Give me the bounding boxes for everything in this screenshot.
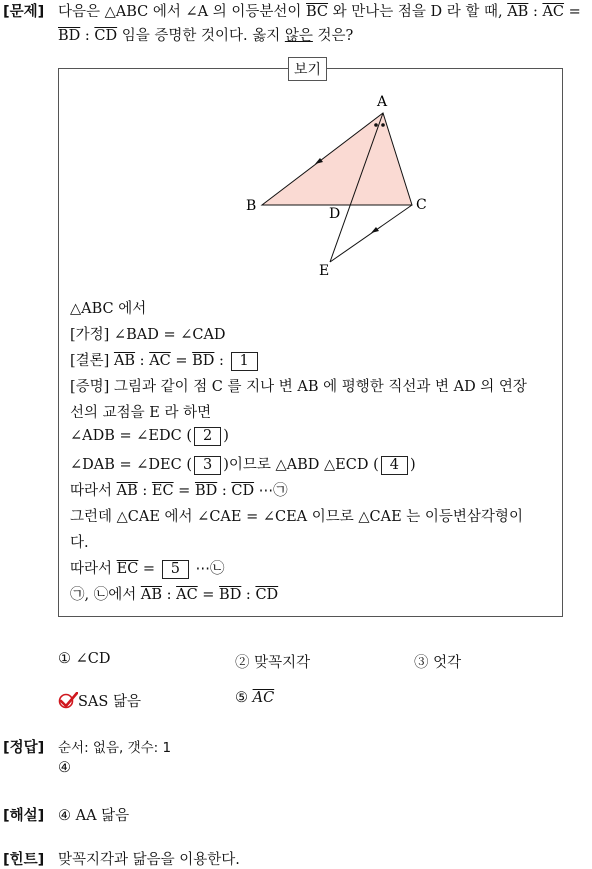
proof-line-1: △ABC 에서 <box>70 301 147 317</box>
explanation-tag: [해설] <box>3 808 45 824</box>
label-b: B <box>246 198 257 214</box>
proof-line-5: 선의 교점을 E 라 하면 <box>70 405 212 421</box>
angle-mark-dot <box>381 123 385 127</box>
choice-2[interactable]: ② 맞꼭지각 <box>235 655 311 671</box>
proof-line-12: ㉠, ㉡에서 $\overline{AB}$ : $\overline{AC} = \overline{BD}$ : $\overline{CD}$ <box>70 587 279 603</box>
segment-ac: $\overline{AC}$ <box>542 4 565 20</box>
emphasis-not: 않은 <box>284 28 313 44</box>
problem-line-1: 다음은 △ABC 에서 ∠A 의 이등분선이 $\overline{BC}$ 와 만나는 점을 D 라 할 때, $\overline{AB}$ : $\overline{AC}$ = <box>58 4 581 20</box>
proof-line-4: [증명] 그림과 같이 점 C 를 지나 변 AB 에 평행한 직선과 변 AD 의 연장 <box>70 379 527 395</box>
blank-box-3: 3 <box>194 456 221 475</box>
answer-tag: [정답] <box>3 740 45 756</box>
proof-line-9: 그런데 △CAE 에서 ∠CAE = ∠CEA 이므로 △CAE 는 이등변삼각형이 <box>70 509 523 525</box>
segment-cd: $\overline{CD}$ <box>94 28 118 44</box>
hint-text: 맞꼭지각과 닮음을 이용한다. <box>58 852 240 868</box>
proof-assumption: [가정] ∠BAD = ∠CAD <box>70 327 226 343</box>
blank-box-4: 4 <box>381 456 408 475</box>
label-d: D <box>329 206 341 222</box>
proof-line-11: 따라서 $\overline{EC} = 5$ ⋯㉡ <box>70 561 225 577</box>
segment-bd: $\overline{BD}$ <box>58 28 81 44</box>
label-a: A <box>377 94 388 110</box>
problem-line-2: $\overline{BD}$ : $\overline{CD}$ 임을 증명한 것이다. 옳지 않은 것은? <box>58 28 354 44</box>
proof-line-6: ∠ADB = ∠EDC ( 2 ) <box>70 428 229 444</box>
choice-5[interactable]: ⑤ $\overline{AC}$ <box>235 690 275 706</box>
answer-meta: 순서: 없음, 갯수: 1 <box>58 740 172 756</box>
proof-conclusion: [결론] $\overline{AB}$ : $\overline{AC} = \overline{BD}$ : 1 <box>70 349 260 371</box>
explanation-text: ④ AA 닮음 <box>58 808 130 824</box>
blank-box-1: 1 <box>231 352 258 371</box>
choice-1[interactable]: ① ∠CD <box>58 651 111 667</box>
triangle-diagram <box>230 85 450 285</box>
segment-ce <box>330 205 412 262</box>
triangle-abc <box>262 113 412 205</box>
angle-mark-dot <box>374 123 378 127</box>
choice-3[interactable]: ③ 엇각 <box>414 655 462 671</box>
choice-4[interactable]: SAS 닮음 <box>58 690 141 711</box>
answer-value: ④ <box>58 760 71 776</box>
label-e: E <box>319 263 330 279</box>
hint-tag: [힌트] <box>3 852 45 868</box>
proof-line-10: 다. <box>70 535 89 551</box>
arrow-ce <box>371 227 379 233</box>
problem-tag: [문제] <box>3 4 45 20</box>
proof-line-8: 따라서 $\overline{AB}$ : $\overline{EC} = \overline{BD}$ : $\overline{CD}$ ⋯㉠ <box>70 483 288 499</box>
segment-ab: $\overline{AB}$ <box>507 4 529 20</box>
blank-box-5: 5 <box>162 560 189 579</box>
bogi-title: 보기 <box>288 57 327 81</box>
segment-bc: $\overline{BC}$ <box>306 4 329 20</box>
proof-line-7: ∠DAB = ∠DEC ( 3 )이므로 △ABD △ECD ( 4 ) <box>70 457 416 473</box>
blank-box-2: 2 <box>194 427 221 446</box>
check-mark-icon <box>58 692 78 709</box>
label-c: C <box>416 197 427 213</box>
